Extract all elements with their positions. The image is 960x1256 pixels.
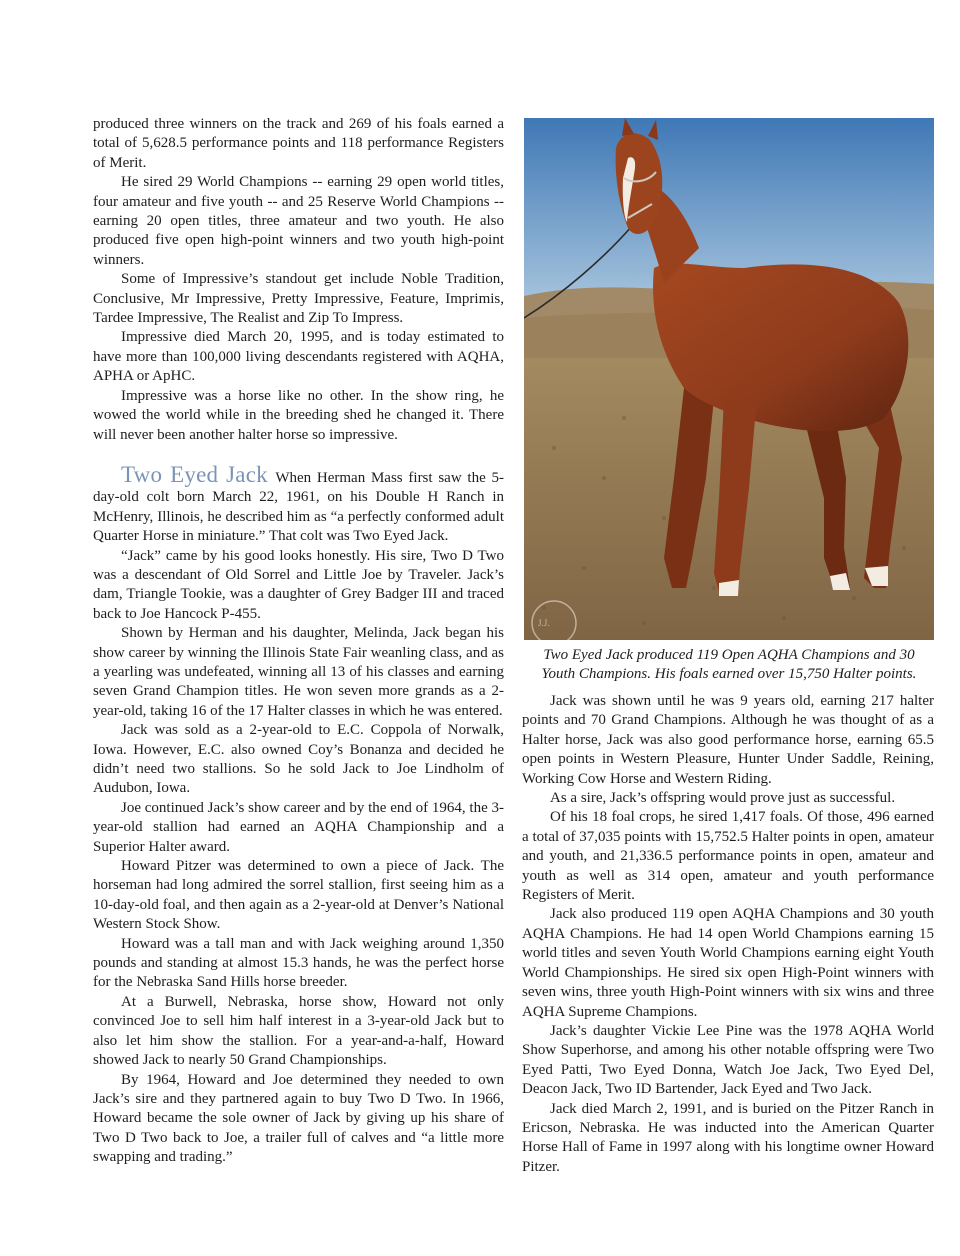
paragraph: At a Burwell, Nebraska, horse show, Howard not only convinced Joe to sell him half interest in a 3-year-old Jack but to also let him show the stallion. For a year-and-a-half, Howard showed Jack to nearly 50 Grand Championships.: [93, 993, 504, 1069]
paragraph: Jack died March 2, 1991, and is buried on the Pitzer Ranch in Ericson, Nebraska. He was inducted into the American Quarter Horse Hall of Fame in 1997 along with his longtime owner Howard Pitzer.: [522, 1100, 934, 1175]
right-text-column: [522, 692, 934, 1177]
paragraph: “Jack” came by his good looks honestly. His sire, Two D Two was a descendant of Old Sorrel and Little Joe by Traveler. Jack’s dam, Triangle Tookie, was a daughter of Grey Badger III and traced back to Joe Hancock P-455.: [93, 547, 504, 622]
paragraph: Jack also produced 119 open AQHA Champions and 30 youth AQHA Champions. He had 14 open World Champions earning 15 world titles and seven Youth World Champions earning eight Youth World Championships. He sired six open High-Point winners with seven wins, three youth High-Point winners with six wins and three AQHA Supreme Champions.: [522, 906, 934, 1020]
paragraph: produced three winners on the track and 269 of his foals earned a total of 5,628.5 performance points and 118 performance Registers of Merit.: [93, 116, 504, 171]
paragraph: As a sire, Jack’s offspring would prove just as successful.: [550, 790, 896, 807]
caption-line: Two Eyed Jack produced 119 Open AQHA Champions and 30: [543, 647, 915, 663]
paragraph: Some of Impressive’s standout get include Noble Tradition, Conclusive, Mr Impressive, Pretty Impressive, Feature, Imprimis, Tardee Impressive, The Realist and Zip To Impress.: [93, 271, 504, 327]
photo-caption: [520, 646, 938, 685]
paragraph: Joe continued Jack’s show career and by the end of 1964, the 3-year-old stallion had earned an AQHA Championship and a Superior Halter award.: [93, 799, 504, 855]
section-lead-text: When Herman Mass first saw the 5-day-old colt born March 22, 1961, on his Double H Ranch in McHenry, Illinois, he described him as “a perfectly conformed adult Quarter Horse in miniature.” That colt was Two Eyed Jack.: [93, 469, 505, 545]
paragraph: By 1964, Howard and Joe determined they needed to own Jack’s sire and they partnered again to buy Two D Two. In 1966, Howard became the sole owner of Jack by giving up his share of Two D Two back to Joe, a trailer full of calves and “a little more swapping and trading.”: [93, 1071, 504, 1166]
paragraph: He sired 29 World Champions -- earning 29 open world titles, four amateur and five youth -- and 25 Reserve World Champions -- earning 20 open titles, three amateur and two youth. He also produced five open high-point winners and two youth high-point winners.: [93, 174, 504, 268]
paragraph: Jack was shown until he was 9 years old, earning 217 halter points and 70 Grand Champions. Although he was thought of as a Halter horse, Jack was also good performance horse, earning 65.5 open points in Western Pleasure, Hunter Under Saddle, Reining, Working Cow Horse and Western Riding.: [522, 693, 934, 787]
caption-line: Youth Champions. His foals earned over 15,750 Halter points.: [541, 666, 917, 683]
left-text-column: [93, 115, 504, 1168]
paragraph: Jack’s daughter Vickie Lee Pine was the 1978 AQHA World Show Superhorse, and among his other notable offspring were Two Eyed Patti, Two Eyed Donna, Watch Joe Jack, Two Eyed Del, Deacon Jack, Two ID Bartender, Jack Eyed and Two Jack.: [522, 1022, 934, 1098]
horse-photo: [524, 118, 934, 640]
paragraph: Howard Pitzer was determined to own a piece of Jack. The horseman had long admired the sorrel stallion, first seeing him as a 10-day-old foal, and then again as a 2-year-old at Denver’s National Western Stock Show.: [93, 858, 504, 933]
svg-text:J.J.: J.J.: [538, 618, 550, 628]
paragraph: Shown by Herman and his daughter, Melinda, Jack began his show career by winning the Illinois State Fair weanling class, and as a yearling was undefeated, winning all 13 of his classes and earning seven Grand Champion titles. He won seven more grands as a 2-year-old, taking 16 of the 17 Halter classes in which he was entered.: [93, 625, 504, 719]
paragraph: Impressive was a horse like no other. In the show ring, he wowed the world while in the breeding shed he changed it. There will never been another halter horse so impressive.: [93, 387, 504, 443]
section-lead-paragraph: [93, 461, 505, 547]
section-title: Two Eyed Jack: [121, 461, 268, 487]
paragraph: Of his 18 foal crops, he sired 1,417 foals. Of those, 496 earned a total of 37,035 points with 15,752.5 Halter points in open, amateur and youth, and 21,336.5 performance points in open, amateur and youth as well as 314 open, amateur and youth performance Registers of Merit.: [522, 809, 934, 904]
paragraph: Jack was sold as a 2-year-old to E.C. Coppola of Norwalk, Iowa. However, E.C. also owned Coy’s Bonanza and decided he didn’t need two stallions. So he sold Jack to Joe Lindholm of Audubon, Iowa.: [93, 722, 504, 797]
paragraph: Impressive died March 20, 1995, and is today estimated to have more than 100,000 living descendants registered with AQHA, APHA or ApHC.: [93, 329, 504, 385]
paragraph: Howard was a tall man and with Jack weighing around 1,350 pounds and standing at almost 15.3 hands, he was the perfect horse for the Nebraska Sand Hills horse breeder.: [93, 935, 504, 991]
